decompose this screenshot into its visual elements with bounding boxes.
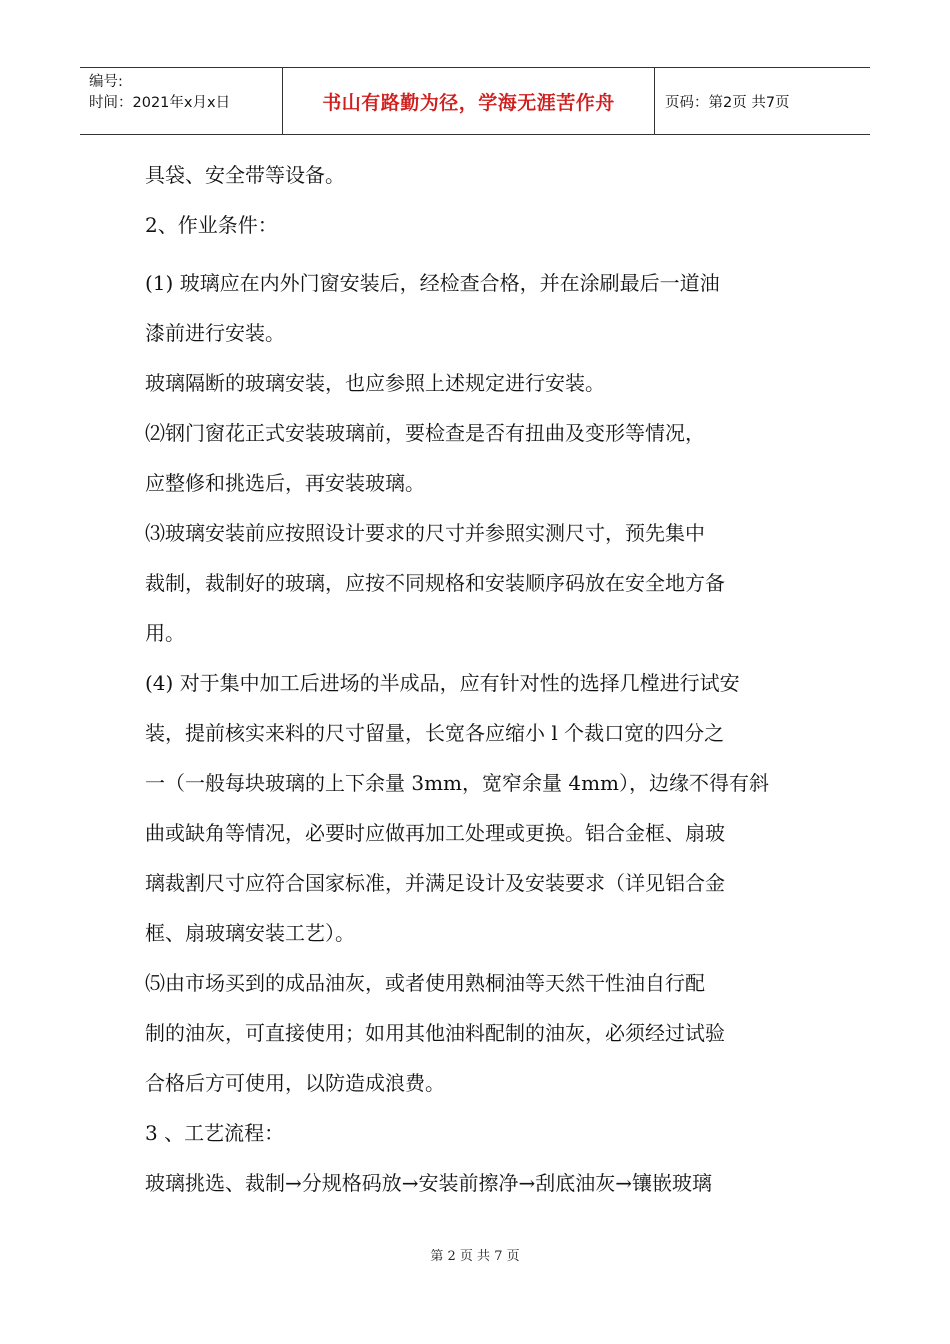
body-line: 裁制，裁制好的玻璃，应按不同规格和安装顺序码放在安全地方备 bbox=[145, 571, 725, 595]
body-line: 装，提前核实来料的尺寸留量，长宽各应缩小 l 个裁口宽的四分之 bbox=[145, 721, 725, 745]
body-line: ⑵钢门窗花正式安装玻璃前，要检查是否有扭曲及变形等情况， bbox=[145, 421, 705, 445]
body-line: 曲或缺角等情况，必要时应做再加工处理或更换。铝合金框、扇玻 bbox=[145, 821, 725, 845]
document-number-label: 编号: bbox=[89, 74, 123, 90]
body-line: 合格后方可使用，以防造成浪费。 bbox=[145, 1071, 445, 1095]
page-header bbox=[80, 67, 870, 135]
body-line: 用。 bbox=[145, 621, 185, 645]
page-footer: 第 2 页 共 7 页 bbox=[430, 1249, 520, 1264]
body-line: 制的油灰，可直接使用；如用其他油料配制的油灰，必须经过试验 bbox=[145, 1021, 725, 1045]
body-line: 应整修和挑选后，再安装玻璃。 bbox=[145, 471, 425, 495]
body-line: 玻璃挑选、裁制→分规格码放→安装前擦净→刮底油灰→镶嵌玻璃 bbox=[145, 1171, 713, 1195]
body-line: (1) 玻璃应在内外门窗安装后，经检查合格，并在涂刷最后一道油 bbox=[145, 271, 720, 295]
body-line: 框、扇玻璃安装工艺）。 bbox=[145, 921, 355, 945]
body-line: 3 、工艺流程： bbox=[145, 1121, 285, 1145]
body-line: 具袋、安全带等设备。 bbox=[145, 163, 345, 187]
body-line: (4) 对于集中加工后进场的半成品，应有针对性的选择几樘进行试安 bbox=[145, 671, 740, 695]
date-label: 时间：2021年x月x日 bbox=[89, 95, 231, 111]
body-line: 2、作业条件： bbox=[145, 213, 278, 237]
body-line: 玻璃隔断的玻璃安装，也应参照上述规定进行安装。 bbox=[145, 371, 605, 395]
body-line: 漆前进行安装。 bbox=[145, 321, 285, 345]
header-page-info: 页码：第2页 共7页 bbox=[665, 94, 790, 111]
header-motto: 书山有路勤为径，学海无涯苦作舟 bbox=[282, 68, 655, 134]
body-line: 璃裁割尺寸应符合国家标准，并满足设计及安装要求（详见铝合金 bbox=[145, 871, 725, 895]
body-line: ⑶玻璃安装前应按照设计要求的尺寸并参照实测尺寸，预先集中 bbox=[145, 521, 705, 545]
header-left-cell bbox=[80, 68, 282, 134]
body-line: 一（一般每块玻璃的上下余量 3mm，宽窄余量 4mm），边缘不得有斜 bbox=[145, 771, 770, 795]
body-line: ⑸由市场买到的成品油灰，或者使用熟桐油等天然干性油自行配 bbox=[145, 971, 705, 995]
